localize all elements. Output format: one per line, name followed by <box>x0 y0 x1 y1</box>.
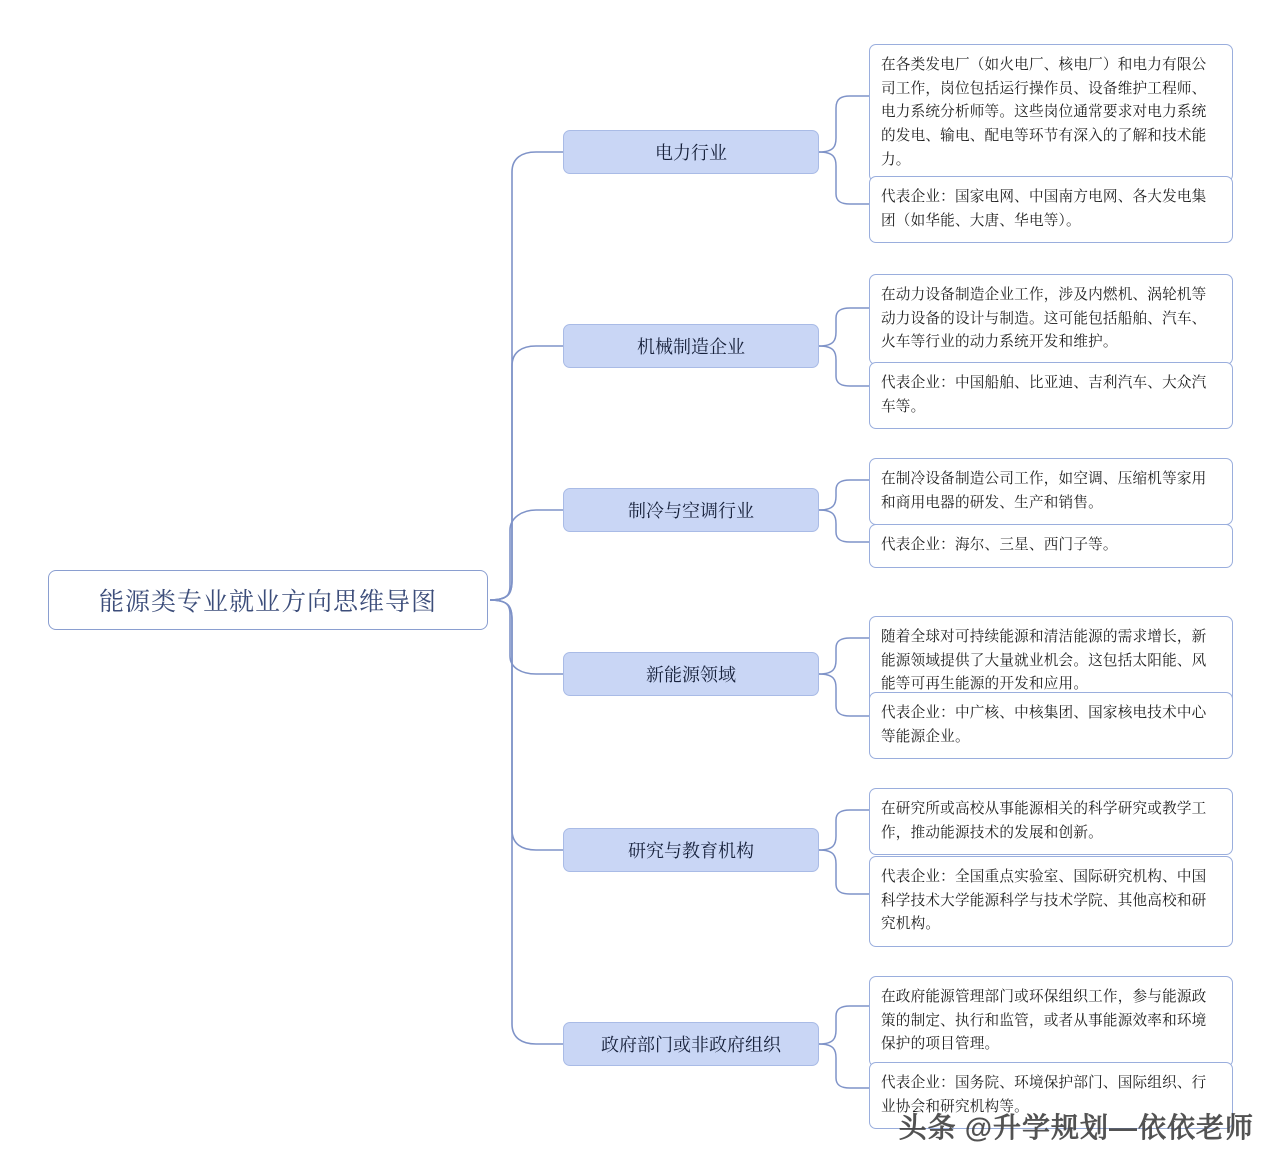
watermark <box>899 1106 1254 1146</box>
branch-node-2-label: 机械制造企业 <box>637 337 745 357</box>
branch-node-5-label: 研究与教育机构 <box>628 841 754 861</box>
branch-node-3-label: 制冷与空调行业 <box>628 501 754 521</box>
leaf-node-6-2[interactable]: 代表企业：国务院、环境保护部门、国际组织、行业协会和研究机构等。 <box>869 1062 1233 1129</box>
branch-node-3[interactable] <box>563 488 819 532</box>
branch-node-1-label: 电力行业 <box>655 143 727 163</box>
branch-node-4-label: 新能源领域 <box>646 665 736 685</box>
leaf-node-1-1[interactable]: 在各类发电厂（如火电厂、核电厂）和电力有限公司工作，岗位包括运行操作员、设备维护工程师、电力系统分析师等。这些岗位通常要求对电力系统的发电、输电、配电等环节有深入的了解和技术能力。 <box>869 44 1233 182</box>
watermark-text: @升学规划—依依老师 <box>964 1112 1254 1143</box>
branch-node-2[interactable] <box>563 324 819 368</box>
root-node[interactable] <box>48 570 488 630</box>
leaf-node-6-1[interactable]: 在政府能源管理部门或环保组织工作，参与能源政策的制定、执行和监管，或者从事能源效率和环境保护的项目管理。 <box>869 976 1233 1067</box>
leaf-node-4-1[interactable]: 随着全球对可持续能源和清洁能源的需求增长，新能源领域提供了大量就业机会。这包括太阳能、风能等可再生能源的开发和应用。 <box>869 616 1233 707</box>
branch-node-4[interactable] <box>563 652 819 696</box>
leaf-node-3-1[interactable]: 在制冷设备制造公司工作，如空调、压缩机等家用和商用电器的研发、生产和销售。 <box>869 458 1233 525</box>
root-node-label: 能源类专业就业方向思维导图 <box>98 588 437 616</box>
toutiao-logo-icon: 头条 <box>898 1112 957 1143</box>
leaf-node-2-2[interactable]: 代表企业：中国船舶、比亚迪、吉利汽车、大众汽车等。 <box>869 362 1233 429</box>
branch-node-6[interactable] <box>563 1022 819 1066</box>
leaf-node-3-2[interactable]: 代表企业：海尔、三星、西门子等。 <box>869 524 1233 568</box>
leaf-node-2-1[interactable]: 在动力设备制造企业工作，涉及内燃机、涡轮机等动力设备的设计与制造。这可能包括船舶、汽车、火车等行业的动力系统开发和维护。 <box>869 274 1233 365</box>
leaf-node-1-2[interactable]: 代表企业：国家电网、中国南方电网、各大发电集团（如华能、大唐、华电等）。 <box>869 176 1233 243</box>
branch-node-1[interactable] <box>563 130 819 174</box>
leaf-node-5-1[interactable]: 在研究所或高校从事能源相关的科学研究或教学工作，推动能源技术的发展和创新。 <box>869 788 1233 855</box>
leaf-node-5-2[interactable]: 代表企业：全国重点实验室、国际研究机构、中国科学技术大学能源科学与技术学院、其他高校和研究机构。 <box>869 856 1233 947</box>
branch-node-6-label: 政府部门或非政府组织 <box>601 1035 781 1055</box>
branch-node-5[interactable] <box>563 828 819 872</box>
leaf-node-4-2[interactable]: 代表企业：中广核、中核集团、国家核电技术中心等能源企业。 <box>869 692 1233 759</box>
